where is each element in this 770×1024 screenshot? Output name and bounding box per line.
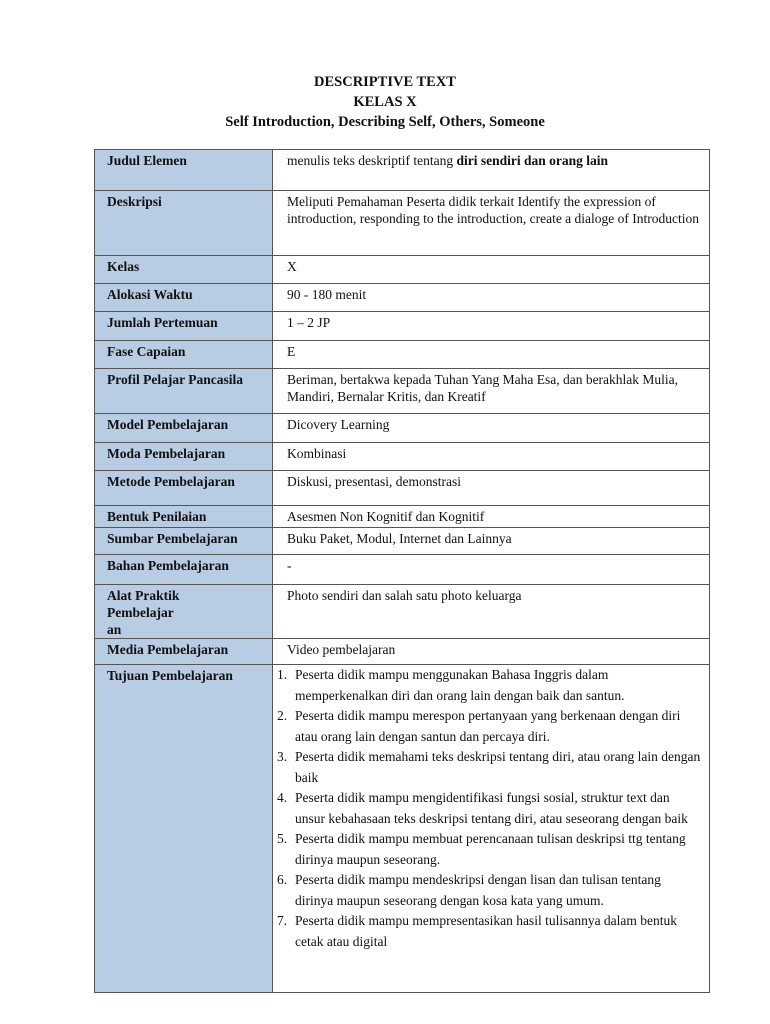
row-value: Meliputi Pemahaman Peserta didik terkait Identify the expression of introduction, responding to the introduction, create a dialoge of Introduction (273, 191, 710, 256)
list-number: 2. (277, 708, 288, 723)
row-value: Beriman, bertakwa kepada Tuhan Yang Maha Esa, dan berakhlak Mulia, Mandiri, Bernalar Kritis, dan Kreatif (273, 369, 710, 414)
list-item (277, 829, 701, 870)
list-number: 7. (277, 913, 288, 928)
row-value: X (273, 256, 710, 284)
list-number: 6. (277, 872, 288, 887)
value-text: menulis teks deskriptif tentang (287, 153, 457, 168)
document-title: DESCRIPTIVE TEXT (314, 74, 456, 90)
list-text: Peserta didik mampu membuat perencanaan tulisan deskripsi ttg tentang dirinya maupun seseorang. (295, 831, 686, 867)
list-number: 1. (277, 667, 288, 682)
row-value (273, 665, 710, 993)
label-line: Alat Praktik (107, 588, 180, 603)
row-value: Diskusi, presentasi, demonstrasi (273, 471, 710, 506)
row-value: Video pembelajaran (273, 639, 710, 665)
table-row (95, 256, 710, 284)
list-number: 5. (277, 831, 288, 846)
row-value: Buku Paket, Modul, Internet dan Lainnya (273, 528, 710, 555)
row-label: Deskripsi (95, 191, 273, 256)
learning-goals-list (277, 665, 709, 952)
row-label: Media Pembelajaran (95, 639, 273, 665)
list-item (277, 911, 701, 952)
table-row (95, 150, 710, 191)
list-number: 4. (277, 790, 288, 805)
row-label: Jumlah Pertemuan (95, 312, 273, 341)
row-label: Judul Elemen (95, 150, 273, 191)
row-value: Photo sendiri dan salah satu photo keluarga (273, 585, 710, 639)
table-row (95, 639, 710, 665)
list-item (277, 788, 701, 829)
row-value: E (273, 341, 710, 369)
row-value: Dicovery Learning (273, 414, 710, 443)
row-value: 90 - 180 menit (273, 284, 710, 312)
table-row (95, 443, 710, 471)
row-label: Metode Pembelajaran (95, 471, 273, 506)
table-row (95, 528, 710, 555)
row-label (95, 585, 273, 639)
table-row (95, 506, 710, 528)
document-topic: Self Introduction, Describing Self, Others, Someone (225, 114, 545, 130)
table-row (95, 665, 710, 993)
table-row (95, 414, 710, 443)
label-line: Pembelajar (107, 605, 174, 620)
table-row (95, 369, 710, 414)
table-row (95, 312, 710, 341)
list-text: Peserta didik mampu menggunakan Bahasa Inggris dalam memperkenalkan diri dan orang lain dengan baik dan santun. (295, 667, 625, 703)
document-header (0, 72, 770, 132)
row-label: Kelas (95, 256, 273, 284)
list-text: Peserta didik memahami teks deskripsi tentang diri, atau orang lain dengan baik (295, 749, 701, 785)
list-item (277, 870, 701, 911)
list-text: Peserta didik mampu mendeskripsi dengan lisan dan tulisan tentang dirinya maupun seseorang dengan kosa kata yang umum. (295, 872, 661, 908)
row-label: Bahan Pembelajaran (95, 555, 273, 585)
list-item (277, 706, 701, 747)
table-row (95, 585, 710, 639)
table-row (95, 471, 710, 506)
document-class: KELAS X (353, 94, 417, 110)
list-text: Peserta didik mampu mempresentasikan hasil tulisannya dalam bentuk cetak atau digital (295, 913, 678, 949)
table-row (95, 555, 710, 585)
row-label: Bentuk Penilaian (95, 506, 273, 528)
row-label: Alokasi Waktu (95, 284, 273, 312)
table-row (95, 284, 710, 312)
row-value: Asesmen Non Kognitif dan Kognitif (273, 506, 710, 528)
row-value: Kombinasi (273, 443, 710, 471)
label-line: an (107, 622, 122, 637)
lesson-plan-table (94, 149, 710, 993)
row-label: Moda Pembelajaran (95, 443, 273, 471)
list-item (277, 747, 701, 788)
list-text: Peserta didik mampu mengidentifikasi fungsi sosial, struktur text dan unsur kebahasaan teks deskripsi tentang diri, atau seseorang dengan baik (295, 790, 688, 826)
table-row (95, 341, 710, 369)
table-row (95, 191, 710, 256)
row-value: 1 – 2 JP (273, 312, 710, 341)
row-value: - (273, 555, 710, 585)
row-value (273, 150, 710, 191)
list-item (277, 665, 701, 706)
row-label: Profil Pelajar Pancasila (95, 369, 273, 414)
row-label: Fase Capaian (95, 341, 273, 369)
row-label: Tujuan Pembelajaran (95, 665, 273, 993)
value-bold-text: diri sendiri dan orang lain (456, 153, 609, 168)
row-label: Sumbar Pembelajaran (95, 528, 273, 555)
list-text: Peserta didik mampu merespon pertanyaan yang berkenaan dengan diri atau orang lain dengan santun dan percaya diri. (295, 708, 681, 744)
list-number: 3. (277, 749, 288, 764)
row-label: Model Pembelajaran (95, 414, 273, 443)
